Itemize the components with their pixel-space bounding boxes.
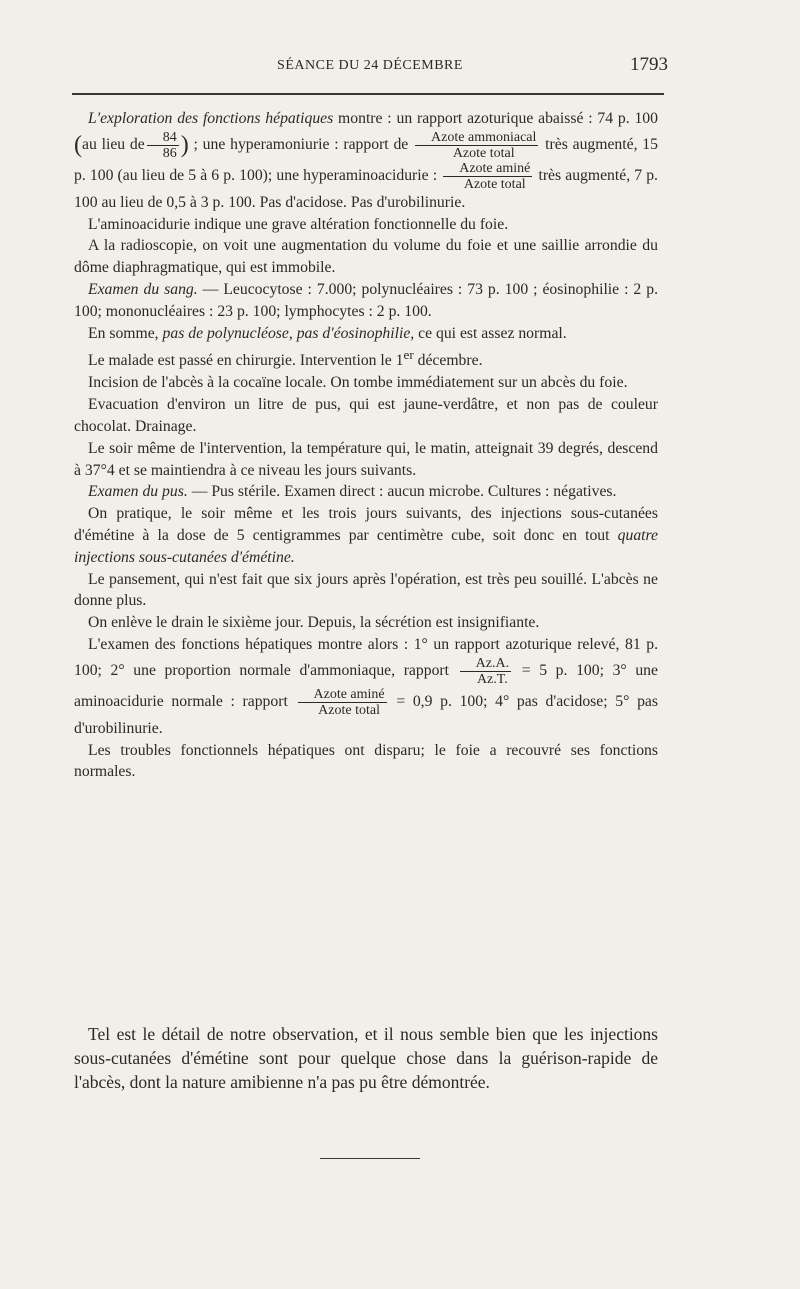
text-run: — Pus stérile. Examen direct : aucun microbe. Cultures : négatives.	[187, 483, 617, 501]
italic-phrase: quatre injections sous-cutanées d'émétine.	[74, 526, 658, 566]
text-run: On pratique, le soir même et les trois jours suivants, des injections sous-cutanées d'émétine à la dose de 5 centigrammes par centimètre cube, soit donc en tout	[74, 505, 658, 544]
fraction-numerator: Az.A.	[460, 656, 511, 672]
text-run: très augmenté, 15 p. 100 (au lieu de 5 à 6 p. 100); une hyperaminoacidurie :	[74, 135, 658, 184]
text-run: au lieu de	[82, 135, 145, 153]
paragraph-incision: Incision de l'abcès à la cocaïne locale. On tombe immédiatement sur un abcès du foie.	[88, 374, 628, 392]
paragraph-pansement: Le pansement, qui n'est fait que six jours après l'opération, est très peu souillé. L'abcès ne donne plus.	[74, 570, 658, 610]
text-run: = 5 p. 100; 3° une aminoacidurie normale : rapport	[74, 661, 658, 710]
paragraph-injections	[74, 503, 658, 568]
paragraph-en-somme	[74, 323, 658, 345]
closing-paragraph	[74, 1022, 658, 1094]
text-run: décembre.	[413, 352, 483, 370]
fraction-numerator: 84	[147, 130, 179, 146]
body-text	[74, 108, 658, 783]
fraction-azote-ammoniacal	[415, 130, 538, 161]
text-run: En somme,	[88, 324, 163, 342]
fraction-denominator: Azote total	[463, 176, 526, 192]
text-run: très augmenté, 7 p. 100 au lieu de 0,5 à 3 p. 100. Pas d'acidose. Pas d'urobilinurie.	[74, 166, 658, 211]
fraction-numerator: Azote ammoniacal	[415, 130, 538, 146]
end-rule	[320, 1158, 420, 1159]
header-rule	[72, 93, 664, 95]
text-run: = 0,9 p. 100; 4° pas d'acidose; 5° pas d'urobilinurie.	[74, 692, 658, 737]
text-run: ; une hyperamoniurie : rapport de	[188, 135, 414, 153]
fraction-numerator: Azote aminé	[298, 687, 387, 703]
text-run: — Leucocytose : 7.000; polynucléaires : 73 p. 100 ; éosinophilie : 2 p. 100; mononucléaires : 23 p. 100; lymphocytes : 2 p. 100.	[74, 280, 658, 320]
page-number: 1793	[630, 54, 668, 75]
text-run: ce qui est assez normal.	[414, 324, 567, 342]
fraction-az	[460, 656, 511, 687]
italic-phrase: L'exploration des fonctions hépatiques	[88, 110, 334, 127]
fraction-azote-amine-2	[298, 687, 387, 718]
open-paren: (	[74, 131, 82, 158]
paragraph-troubles: Les troubles fonctionnels hépatiques ont disparu; le foie a recouvré ses fonctions normales.	[74, 741, 658, 781]
fraction-numerator: Azote aminé	[443, 161, 532, 177]
fraction-denominator: Az.T.	[476, 671, 508, 687]
text-run: Le malade est passé en chirurgie. Intervention le 1	[88, 352, 404, 370]
fraction-denominator: Azote total	[452, 145, 515, 161]
paragraph-evacuation: Evacuation d'environ un litre de pus, qui est jaune-verdâtre, et non pas de couleur chocolat. Drainage.	[74, 396, 658, 435]
paragraph-examen-pus	[74, 481, 658, 503]
fraction-denominator: 86	[162, 145, 177, 161]
close-paren: )	[180, 131, 189, 158]
superscript: er	[403, 347, 414, 363]
running-title: SÉANCE DU 24 DÉCEMBRE	[277, 58, 463, 73]
page-header	[70, 54, 670, 80]
fraction-denominator: Azote total	[318, 702, 380, 718]
paragraph-aminoacidurie: L'aminoacidurie indique une grave altération fonctionnelle du foie.	[88, 215, 509, 233]
fraction-84-86	[147, 130, 179, 161]
paragraph-temperature: Le soir même de l'intervention, la température qui, le matin, atteignait 39 degrés, descend à 37°4 et se maintiendra à ce niveau les jours suivants.	[74, 439, 658, 479]
paragraph-chirurgie	[74, 344, 658, 372]
text-run: montre : un rapport azoturique abaissé : 74 p. 100	[333, 110, 658, 127]
text-run: L'examen des fonctions hépatiques montre alors : 1° un rapport azoturique relevé, 81 p. 100; 2° une proportion normale d'ammoniaque, rapport	[74, 635, 658, 679]
italic-phrase: Examen du sang.	[88, 280, 198, 298]
italic-phrase: Examen du pus.	[88, 483, 188, 501]
closing-text: Tel est le détail de notre observation, et il nous semble bien que les injections sous-cutanées d'émétine sont pour quelque chose dans la guérison-rapide de l'abcès, dont la nature amibienne n'a pas pu être démontrée.	[74, 1024, 658, 1092]
paragraph-radioscopie: A la radioscopie, on voit une augmentation du volume du foie et une saillie arrondie du dôme diaphragmatique, qui est immobile.	[74, 237, 658, 277]
italic-phrase: pas de polynucléose, pas d'éosinophilie,	[162, 324, 415, 342]
paragraph-hepatic-exploration	[74, 108, 658, 214]
paragraph-examen-sang	[74, 279, 658, 323]
paragraph-examen-final	[74, 634, 658, 740]
fraction-azote-amine	[443, 161, 532, 192]
paragraph-drain: On enlève le drain le sixième jour. Depuis, la sécrétion est insignifiante.	[88, 614, 540, 632]
